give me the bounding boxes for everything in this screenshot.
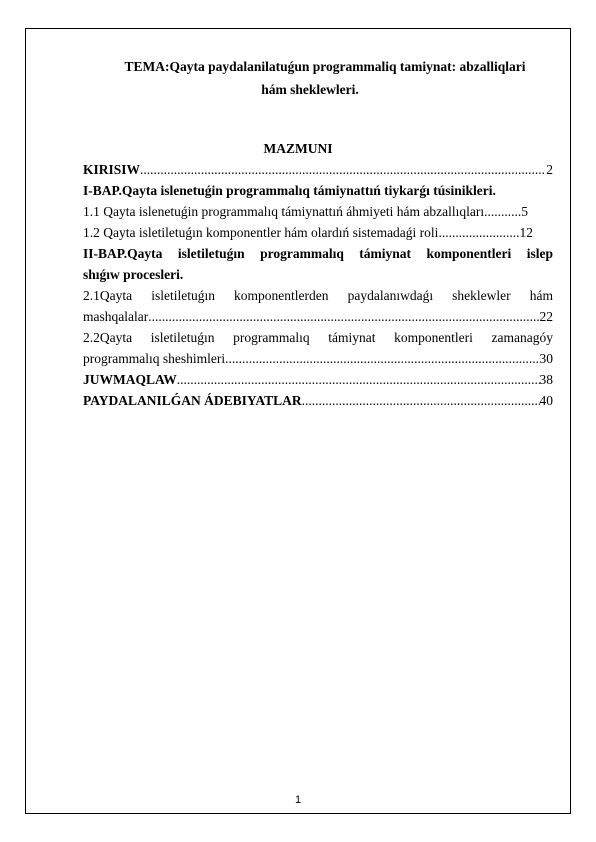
toc-entry-1-2[interactable] [83, 222, 533, 243]
toc-leader-dots [484, 201, 521, 222]
toc-label: JUWMAQLAW [83, 372, 177, 387]
table-of-contents [83, 159, 553, 411]
toc-entry-2-1[interactable] [83, 306, 553, 327]
toc-entry-2-1-line1[interactable]: 2.1Qayta isletiletuǵın komponentlerden paydalanıwdaǵı sheklewler hám [83, 288, 553, 303]
toc-leader-dots [148, 306, 539, 327]
toc-entry-kirisiw[interactable] [83, 159, 553, 180]
toc-leader-dots [177, 369, 540, 390]
toc-chapter-1[interactable]: I-BAP.Qayta islenetuǵin programmalıq támiynattıń tiykarǵı túsinikleri. [83, 183, 496, 198]
toc-label: 1.2 Qayta isletiletuǵın komponentler hám olardıń sistemadaǵi roli [83, 225, 439, 240]
toc-entry-2-2-line1[interactable]: 2.2Qayta isletiletuǵın programmalıq támiynat komponentleri zamanagóy [83, 330, 553, 345]
toc-page-number: 30 [539, 351, 553, 366]
toc-leader-dots [302, 390, 540, 411]
toc-chapter-2-line1[interactable]: II-BAP.Qayta isletiletuǵın programmalıq támiynat komponentleri islep [83, 246, 553, 261]
document-title-line2: hám sheklewleri. [261, 82, 359, 97]
toc-page-number: 38 [539, 372, 553, 387]
toc-label: KIRISIW [83, 162, 141, 177]
page-number: 1 [294, 794, 302, 806]
toc-page-number: 2 [546, 162, 553, 177]
toc-chapter-2-line2[interactable]: shıǵıw procesleri. [83, 267, 184, 282]
toc-leader-dots [225, 348, 539, 369]
toc-leader-dots [438, 222, 519, 243]
toc-entry-juwmaqlaw[interactable] [83, 369, 553, 390]
toc-page-number: 5 [521, 204, 528, 219]
toc-entry-adebiyatlar[interactable] [83, 390, 553, 411]
toc-page-number: 12 [519, 225, 533, 240]
toc-entry-1-1[interactable] [83, 201, 528, 222]
toc-label: mashqalalar [83, 309, 149, 324]
document-title-line1: TEMA:Qayta paydalanilatuǵun programmaliq tamiynat: abzalliqlari [124, 59, 526, 74]
toc-label: 1.1 Qayta islenetuǵin programmalıq támiynattıń áhmiyeti hám abzallıqları [83, 204, 485, 219]
toc-page-number: 40 [539, 393, 553, 408]
contents-heading: MAZMUNI [263, 141, 333, 156]
toc-entry-2-2[interactable] [83, 348, 553, 369]
toc-label: programmalıq sheshimleri [83, 351, 226, 366]
toc-page-number: 22 [539, 309, 553, 324]
toc-label: PAYDALANILǴAN ÁDEBIYATLAR [83, 393, 302, 408]
toc-leader-dots [140, 159, 546, 180]
